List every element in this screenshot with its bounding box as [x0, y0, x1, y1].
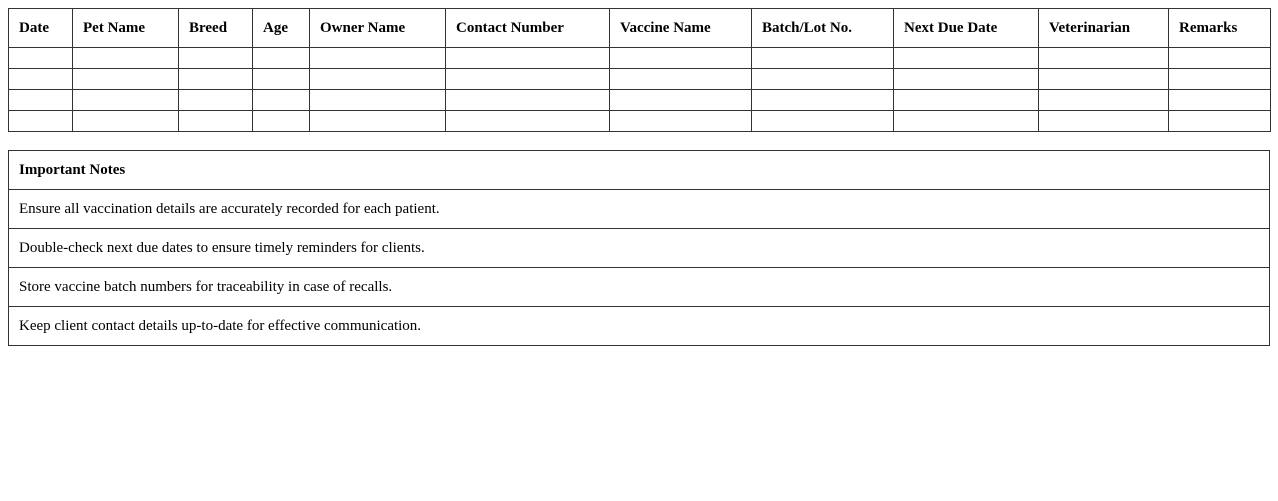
- cell-remarks[interactable]: [1169, 90, 1271, 111]
- cell-veterinarian[interactable]: [1039, 48, 1169, 69]
- column-header-veterinarian: Veterinarian: [1039, 9, 1169, 48]
- cell-vaccine-name[interactable]: [610, 111, 752, 132]
- cell-date[interactable]: [9, 90, 73, 111]
- cell-next-due-date[interactable]: [894, 111, 1039, 132]
- cell-age[interactable]: [253, 111, 310, 132]
- cell-pet-name[interactable]: [73, 90, 179, 111]
- cell-owner-name[interactable]: [310, 69, 446, 90]
- table-row: [9, 111, 1271, 132]
- list-item: [9, 229, 1270, 268]
- column-header-owner-name: Owner Name: [310, 9, 446, 48]
- cell-date[interactable]: [9, 69, 73, 90]
- table-row: [9, 90, 1271, 111]
- note-text: Keep client contact details up-to-date for effective communication.: [9, 307, 1270, 346]
- column-header-breed: Breed: [179, 9, 253, 48]
- cell-age[interactable]: [253, 90, 310, 111]
- cell-vaccine-name[interactable]: [610, 90, 752, 111]
- cell-owner-name[interactable]: [310, 48, 446, 69]
- column-header-batch-lot-no: Batch/Lot No.: [752, 9, 894, 48]
- vaccination-log-table: [8, 8, 1271, 132]
- cell-remarks[interactable]: [1169, 111, 1271, 132]
- column-header-next-due-date: Next Due Date: [894, 9, 1039, 48]
- cell-owner-name[interactable]: [310, 90, 446, 111]
- cell-contact-number[interactable]: [446, 69, 610, 90]
- cell-veterinarian[interactable]: [1039, 111, 1169, 132]
- cell-vaccine-name[interactable]: [610, 69, 752, 90]
- cell-pet-name[interactable]: [73, 111, 179, 132]
- cell-remarks[interactable]: [1169, 48, 1271, 69]
- cell-batch-lot-no[interactable]: [752, 90, 894, 111]
- cell-date[interactable]: [9, 48, 73, 69]
- cell-contact-number[interactable]: [446, 48, 610, 69]
- cell-age[interactable]: [253, 48, 310, 69]
- cell-next-due-date[interactable]: [894, 69, 1039, 90]
- cell-age[interactable]: [253, 69, 310, 90]
- cell-pet-name[interactable]: [73, 69, 179, 90]
- cell-batch-lot-no[interactable]: [752, 48, 894, 69]
- cell-batch-lot-no[interactable]: [752, 111, 894, 132]
- cell-veterinarian[interactable]: [1039, 69, 1169, 90]
- cell-owner-name[interactable]: [310, 111, 446, 132]
- table-row: [9, 69, 1271, 90]
- list-item: [9, 190, 1270, 229]
- cell-batch-lot-no[interactable]: [752, 69, 894, 90]
- cell-breed[interactable]: [179, 90, 253, 111]
- cell-date[interactable]: [9, 111, 73, 132]
- list-item: [9, 307, 1270, 346]
- note-text: Store vaccine batch numbers for traceability in case of recalls.: [9, 268, 1270, 307]
- cell-breed[interactable]: [179, 111, 253, 132]
- cell-remarks[interactable]: [1169, 69, 1271, 90]
- cell-breed[interactable]: [179, 48, 253, 69]
- cell-vaccine-name[interactable]: [610, 48, 752, 69]
- notes-header-row: [9, 151, 1270, 190]
- notes-title: Important Notes: [9, 151, 1270, 190]
- cell-veterinarian[interactable]: [1039, 90, 1169, 111]
- table-header-row: [9, 9, 1271, 48]
- column-header-date: Date: [9, 9, 73, 48]
- cell-breed[interactable]: [179, 69, 253, 90]
- column-header-vaccine-name: Vaccine Name: [610, 9, 752, 48]
- important-notes-table: [8, 150, 1270, 346]
- cell-next-due-date[interactable]: [894, 48, 1039, 69]
- table-row: [9, 48, 1271, 69]
- column-header-remarks: Remarks: [1169, 9, 1271, 48]
- cell-pet-name[interactable]: [73, 48, 179, 69]
- cell-next-due-date[interactable]: [894, 90, 1039, 111]
- column-header-pet-name: Pet Name: [73, 9, 179, 48]
- note-text: Ensure all vaccination details are accurately recorded for each patient.: [9, 190, 1270, 229]
- list-item: [9, 268, 1270, 307]
- column-header-age: Age: [253, 9, 310, 48]
- column-header-contact-number: Contact Number: [446, 9, 610, 48]
- cell-contact-number[interactable]: [446, 90, 610, 111]
- cell-contact-number[interactable]: [446, 111, 610, 132]
- note-text: Double-check next due dates to ensure timely reminders for clients.: [9, 229, 1270, 268]
